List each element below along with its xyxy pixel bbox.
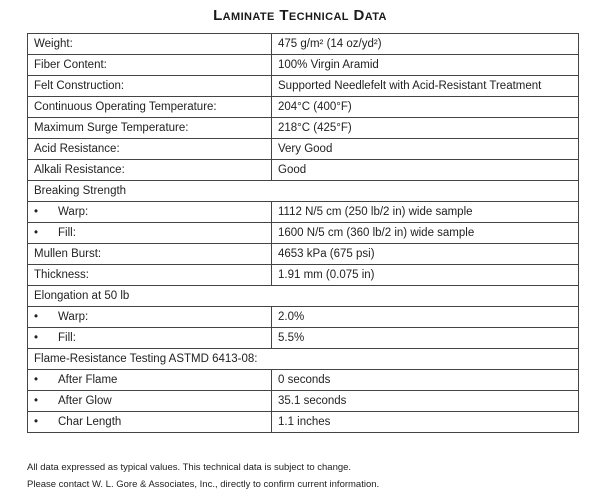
property-label-cell: Maximum Surge Temperature: — [28, 118, 272, 139]
property-label-cell — [28, 202, 272, 223]
table-row — [28, 391, 579, 412]
section-heading: Breaking Strength — [28, 181, 579, 202]
bullet-icon: • — [34, 311, 39, 323]
table-row — [28, 97, 579, 118]
property-value-cell: 2.0% — [272, 307, 579, 328]
property-label-cell: Fiber Content: — [28, 55, 272, 76]
section-row — [28, 349, 579, 370]
table-row — [28, 202, 579, 223]
property-label-cell: Thickness: — [28, 265, 272, 286]
table-row — [28, 34, 579, 55]
table-row — [28, 265, 579, 286]
table-row — [28, 160, 579, 181]
table-row — [28, 370, 579, 391]
table-row — [28, 223, 579, 244]
property-label: Warp: — [58, 311, 89, 323]
property-value-cell: 204°C (400°F) — [272, 97, 579, 118]
bullet-icon: • — [34, 227, 39, 239]
property-label-cell: Weight: — [28, 34, 272, 55]
property-label: Warp: — [58, 206, 89, 218]
property-value-cell: 100% Virgin Aramid — [272, 55, 579, 76]
property-label: After Flame — [58, 374, 118, 386]
bullet-icon: • — [34, 374, 39, 386]
property-value-cell: 35.1 seconds — [272, 391, 579, 412]
property-label-cell — [28, 328, 272, 349]
property-value-cell: 218°C (425°F) — [272, 118, 579, 139]
bullet-icon: • — [34, 332, 39, 344]
property-label-cell — [28, 412, 272, 433]
footnote — [27, 459, 587, 493]
property-label-cell: Felt Construction: — [28, 76, 272, 97]
property-label-cell: Mullen Burst: — [28, 244, 272, 265]
footnote-line: Please contact W. L. Gore & Associates, Inc., directly to confirm current information. — [27, 479, 380, 490]
table-row — [28, 307, 579, 328]
bullet-icon: • — [34, 395, 39, 407]
property-label-cell — [28, 307, 272, 328]
property-label: Char Length — [58, 416, 122, 428]
property-label: After Glow — [58, 395, 112, 407]
table-row — [28, 118, 579, 139]
table-row — [28, 76, 579, 97]
property-label: Fill: — [58, 332, 76, 344]
property-value-cell: Good — [272, 160, 579, 181]
table-row — [28, 139, 579, 160]
property-label-cell — [28, 223, 272, 244]
bullet-icon: • — [34, 206, 39, 218]
property-value-cell: Very Good — [272, 139, 579, 160]
property-label-cell: Continuous Operating Temperature: — [28, 97, 272, 118]
property-value-cell: 1112 N/5 cm (250 lb/2 in) wide sample — [272, 202, 579, 223]
property-value-cell: 4653 kPa (675 psi) — [272, 244, 579, 265]
property-value-cell: 5.5% — [272, 328, 579, 349]
property-value-cell: 475 g/m² (14 oz/yd²) — [272, 34, 579, 55]
section-row — [28, 181, 579, 202]
table-row — [28, 412, 579, 433]
technical-data-table — [27, 33, 579, 433]
property-label-cell: Alkali Resistance: — [28, 160, 272, 181]
property-label-cell: Acid Resistance: — [28, 139, 272, 160]
property-label-cell — [28, 370, 272, 391]
table-body — [28, 34, 579, 433]
page-title: Laminate Technical Data — [213, 7, 387, 24]
property-label: Fill: — [58, 227, 76, 239]
property-value-cell: 0 seconds — [272, 370, 579, 391]
table-row — [28, 244, 579, 265]
property-value-cell: 1.91 mm (0.075 in) — [272, 265, 579, 286]
footnote-line: All data expressed as typical values. This technical data is subject to change. — [27, 462, 352, 473]
bullet-icon: • — [34, 416, 39, 428]
section-heading: Elongation at 50 lb — [28, 286, 579, 307]
property-value-cell: Supported Needlefelt with Acid-Resistant Treatment — [272, 76, 579, 97]
property-label-cell — [28, 391, 272, 412]
section-heading: Flame-Resistance Testing ASTMD 6413-08: — [28, 349, 579, 370]
property-value-cell: 1.1 inches — [272, 412, 579, 433]
section-row — [28, 286, 579, 307]
property-value-cell: 1600 N/5 cm (360 lb/2 in) wide sample — [272, 223, 579, 244]
table-row — [28, 55, 579, 76]
table-row — [28, 328, 579, 349]
